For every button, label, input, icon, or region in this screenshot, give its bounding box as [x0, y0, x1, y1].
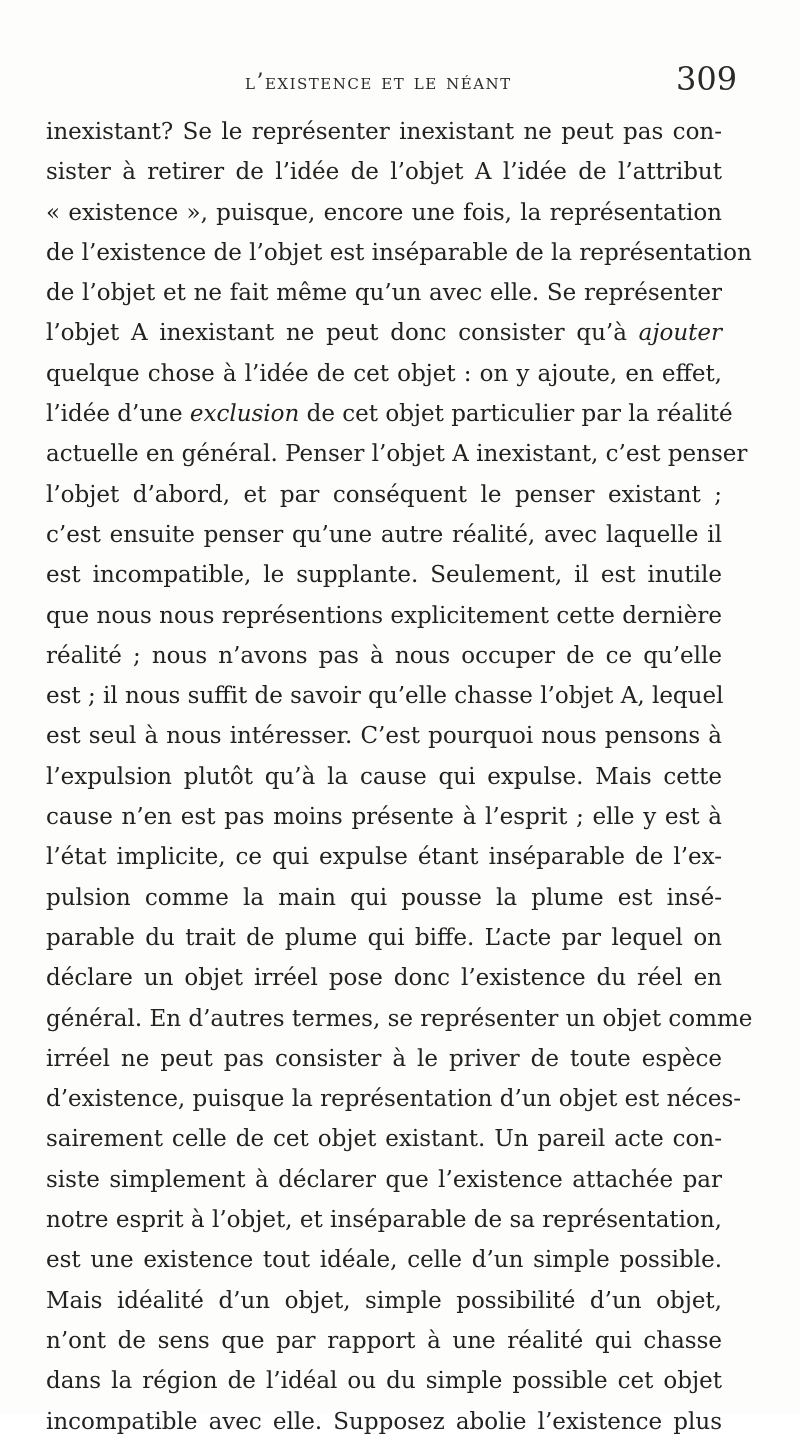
- text-line: « existence », puisque, encore une fois, la représentation: [46, 199, 722, 226]
- text-line: quelque chose à l’idée de cet objet : on y ajoute, en effet,: [46, 360, 722, 387]
- text-line: de l’objet et ne fait même qu’un avec elle. Se représenter: [46, 280, 722, 307]
- text-line: parable du trait de plume qui biffe. L’acte par lequel on: [46, 924, 722, 951]
- text-line: est incompatible, le supplante. Seulement, il est inutile: [46, 562, 722, 589]
- text-line-with-italic: [46, 313, 722, 353]
- text-line: que nous nous représentions explicitement cette dernière: [46, 602, 722, 629]
- text-line: général. En d’autres termes, se représenter un objet comme: [46, 1005, 753, 1032]
- text-line: pulsion comme la main qui pousse la plume est insé-: [46, 884, 722, 911]
- text-line: sister à retirer de l’idée de l’objet A l’idée de l’attribut: [46, 159, 722, 186]
- text-line: cause n’en est pas moins présente à l’esprit ; elle y est à: [46, 804, 722, 831]
- italic-word: exclusion: [189, 401, 300, 428]
- text-line: est seul à nous intéresser. C’est pourquoi nous pensons à: [46, 723, 722, 750]
- text-line: dans la région de l’idéal ou du simple possible cet objet: [46, 1368, 722, 1395]
- text-line-with-italic: [46, 394, 733, 434]
- text-line: c’est ensuite penser qu’une autre réalité, avec laquelle il: [46, 521, 722, 548]
- text-line: sairement celle de cet objet existant. Un pareil acte con-: [46, 1126, 722, 1153]
- text-line: irréel ne peut pas consister à le priver de toute espèce: [46, 1045, 722, 1072]
- page-number: 309: [676, 60, 738, 98]
- text-line: l’objet d’abord, et par conséquent le penser existant ;: [46, 481, 722, 508]
- text-line: est ; il nous suffit de savoir qu’elle chasse l’objet A, lequel: [46, 683, 724, 710]
- text-segment: de cet objet particulier par la réalité: [299, 401, 733, 428]
- running-title: l’existence et le néant: [245, 70, 512, 95]
- text-line: l’expulsion plutôt qu’à la cause qui expulse. Mais cette: [46, 763, 722, 790]
- text-line: notre esprit à l’objet, et inséparable de sa représentation,: [46, 1207, 722, 1234]
- body-text: [46, 112, 753, 1442]
- text-line: incompatible avec elle. Supposez abolie l’existence plus: [46, 1408, 722, 1435]
- text-line: est une existence tout idéale, celle d’un simple possible.: [46, 1247, 722, 1274]
- text-line: actuelle en général. Penser l’objet A inexistant, c’est penser: [46, 441, 748, 468]
- text-line: Mais idéalité d’un objet, simple possibilité d’un objet,: [46, 1287, 722, 1314]
- text-line: l’état implicite, ce qui expulse étant inséparable de l’ex-: [46, 844, 722, 871]
- text-segment: l’objet A inexistant ne peut donc consister qu’à: [46, 320, 639, 347]
- text-line: déclare un objet irréel pose donc l’existence du réel en: [46, 965, 722, 992]
- text-line: siste simplement à déclarer que l’existence attachée par: [46, 1166, 722, 1193]
- text-line: n’ont de sens que par rapport à une réalité qui chasse: [46, 1327, 722, 1354]
- text-line: de l’existence de l’objet est inséparable de la représentation: [46, 239, 752, 266]
- italic-word: ajouter: [638, 320, 722, 347]
- text-line: d’existence, puisque la représentation d’un objet est néces-: [46, 1086, 742, 1113]
- text-segment: l’idée d’une: [46, 401, 190, 428]
- text-line: réalité ; nous n’avons pas à nous occuper de ce qu’elle: [46, 642, 722, 669]
- text-line: inexistant? Se le représenter inexistant ne peut pas con-: [46, 119, 722, 145]
